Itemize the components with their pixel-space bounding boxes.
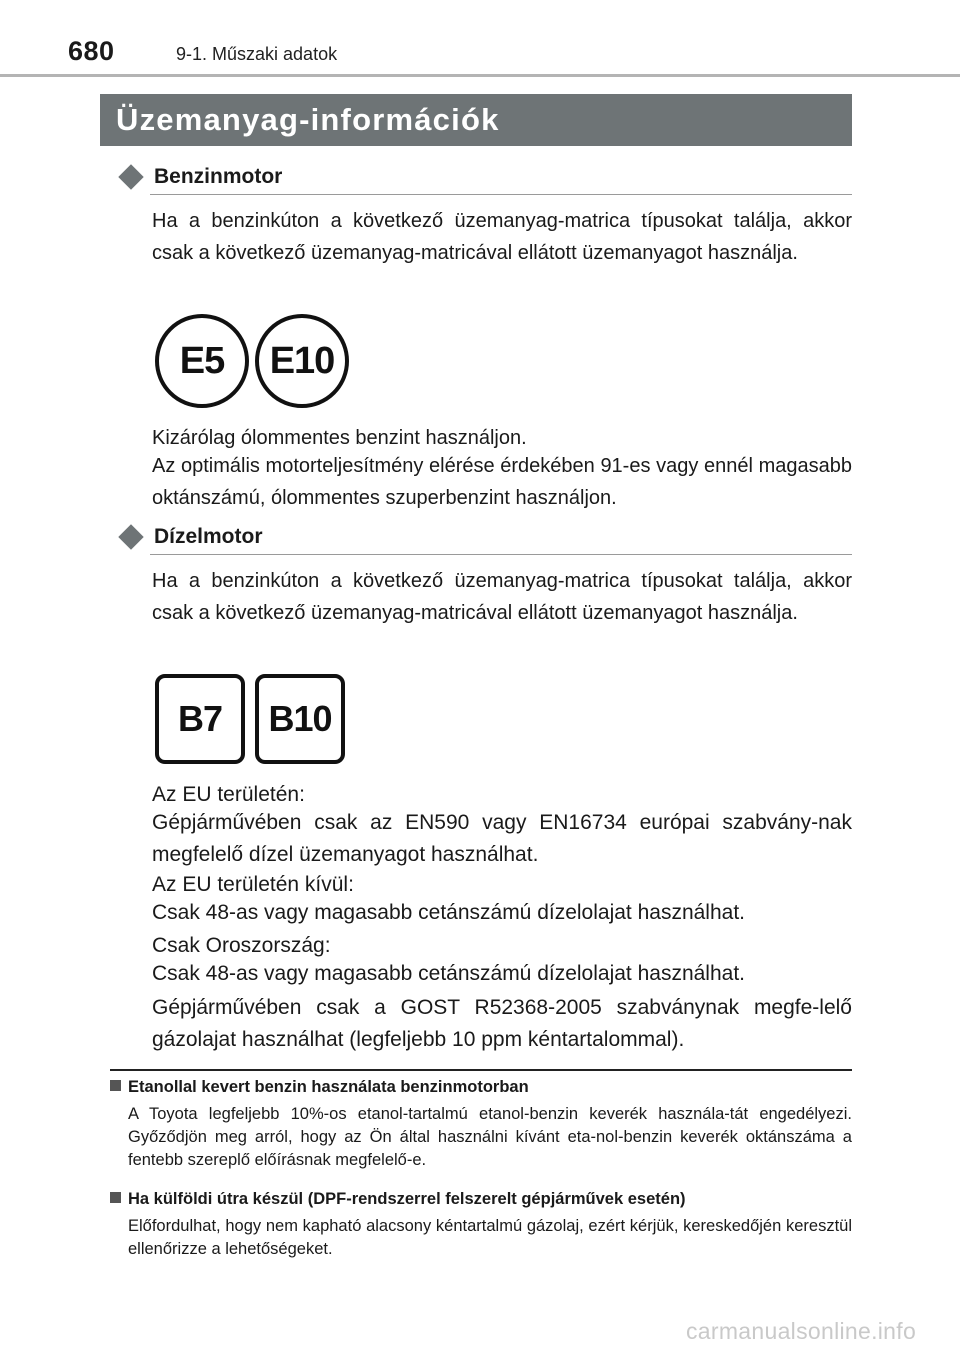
square-bullet-icon	[110, 1080, 121, 1091]
watermark: carmanualsonline.info	[686, 1318, 917, 1344]
diesel-heading-text: Dízelmotor	[154, 525, 263, 548]
diesel-outside-title: Az EU területén kívül:	[152, 873, 354, 896]
diesel-heading	[118, 525, 852, 555]
note-body: A Toyota legfeljebb 10%-os etanol-tartalmú etanol-benzin keverék használa-tát engedélyezi. Győződjön meg arról, hogy az Ön által használni kívánt eta-nol-benzin keverék oktánszáma a fentebb szereplő előírásnak megfelelő-e.	[128, 1105, 852, 1169]
square-bullet-icon	[110, 1192, 121, 1203]
fuel-label-e10-text: E10	[269, 339, 335, 382]
fuel-label-b7	[155, 674, 245, 764]
diesel-russia-title: Csak Oroszország:	[152, 934, 331, 957]
petrol-line-1: Kizárólag ólommentes benzint használjon.	[152, 427, 527, 449]
fuel-label-b10-text: B10	[268, 698, 332, 739]
fuel-label-b10	[255, 674, 345, 764]
notes-divider	[110, 1069, 852, 1071]
fuel-label-e5-text: E5	[179, 339, 225, 382]
section-banner: Üzemanyag-információk	[100, 94, 852, 146]
note-heading	[110, 1078, 529, 1097]
header-divider	[0, 74, 960, 77]
fuel-label-e10	[255, 314, 349, 408]
diesel-intro: Ha a benzinkúton a következő üzemanyag-matrica típusokat találja, akkor csak a következő üzemanyag-matricával ellátott üzemanyagot használja.	[152, 570, 852, 624]
petrol-heading	[118, 165, 852, 195]
diesel-heading-rule	[150, 554, 852, 555]
note-heading	[110, 1190, 686, 1209]
diesel-eu-text: Gépjárművében csak az EN590 vagy EN16734 európai szabvány-nak megfelelő dízel üzemanyagot használhat.	[152, 811, 852, 866]
diamond-bullet-icon	[118, 524, 143, 549]
diesel-gost-text: Gépjárművében csak a GOST R52368-2005 szabványnak megfe-lelő gázolajat használhat (legfeljebb 10 ppm kéntartalommal).	[152, 996, 852, 1051]
petrol-heading-text: Benzinmotor	[154, 165, 283, 188]
fuel-label-e5	[155, 314, 249, 408]
page-number: 680	[68, 36, 115, 66]
note-body: Előfordulhat, hogy nem kapható alacsony kéntartalmú gázolaj, ezért kérjük, kereskedőjén keresztül ellenőrizze a lehetőségeket.	[128, 1217, 852, 1258]
diesel-outside-text: Csak 48-as vagy magasabb cetánszámú dízelolajat használhat.	[152, 901, 746, 924]
section-label: 9-1. Műszaki adatok	[176, 44, 338, 64]
note-heading-text: Etanollal kevert benzin használata benzinmotorban	[128, 1078, 529, 1096]
petrol-heading-rule	[150, 194, 852, 195]
note-heading-text: Ha külföldi útra készül (DPF-rendszerrel felszerelt gépjárművek esetén)	[128, 1190, 686, 1208]
petrol-line-2: Az optimális motorteljesítmény elérése érdekében 91-es vagy ennél magasabb oktánszámú, ólommentes szuperbenzint használjon.	[152, 455, 852, 509]
diesel-eu-title: Az EU területén:	[152, 783, 305, 806]
fuel-label-b7-text: B7	[177, 698, 223, 739]
page-header	[0, 0, 960, 80]
diamond-bullet-icon	[118, 164, 143, 189]
diesel-russia-text: Csak 48-as vagy magasabb cetánszámú dízelolajat használhat.	[152, 962, 746, 985]
petrol-intro: Ha a benzinkúton a következő üzemanyag-matrica típusokat találja, akkor csak a következő üzemanyag-matricával ellátott üzemanyagot használja.	[152, 210, 852, 264]
